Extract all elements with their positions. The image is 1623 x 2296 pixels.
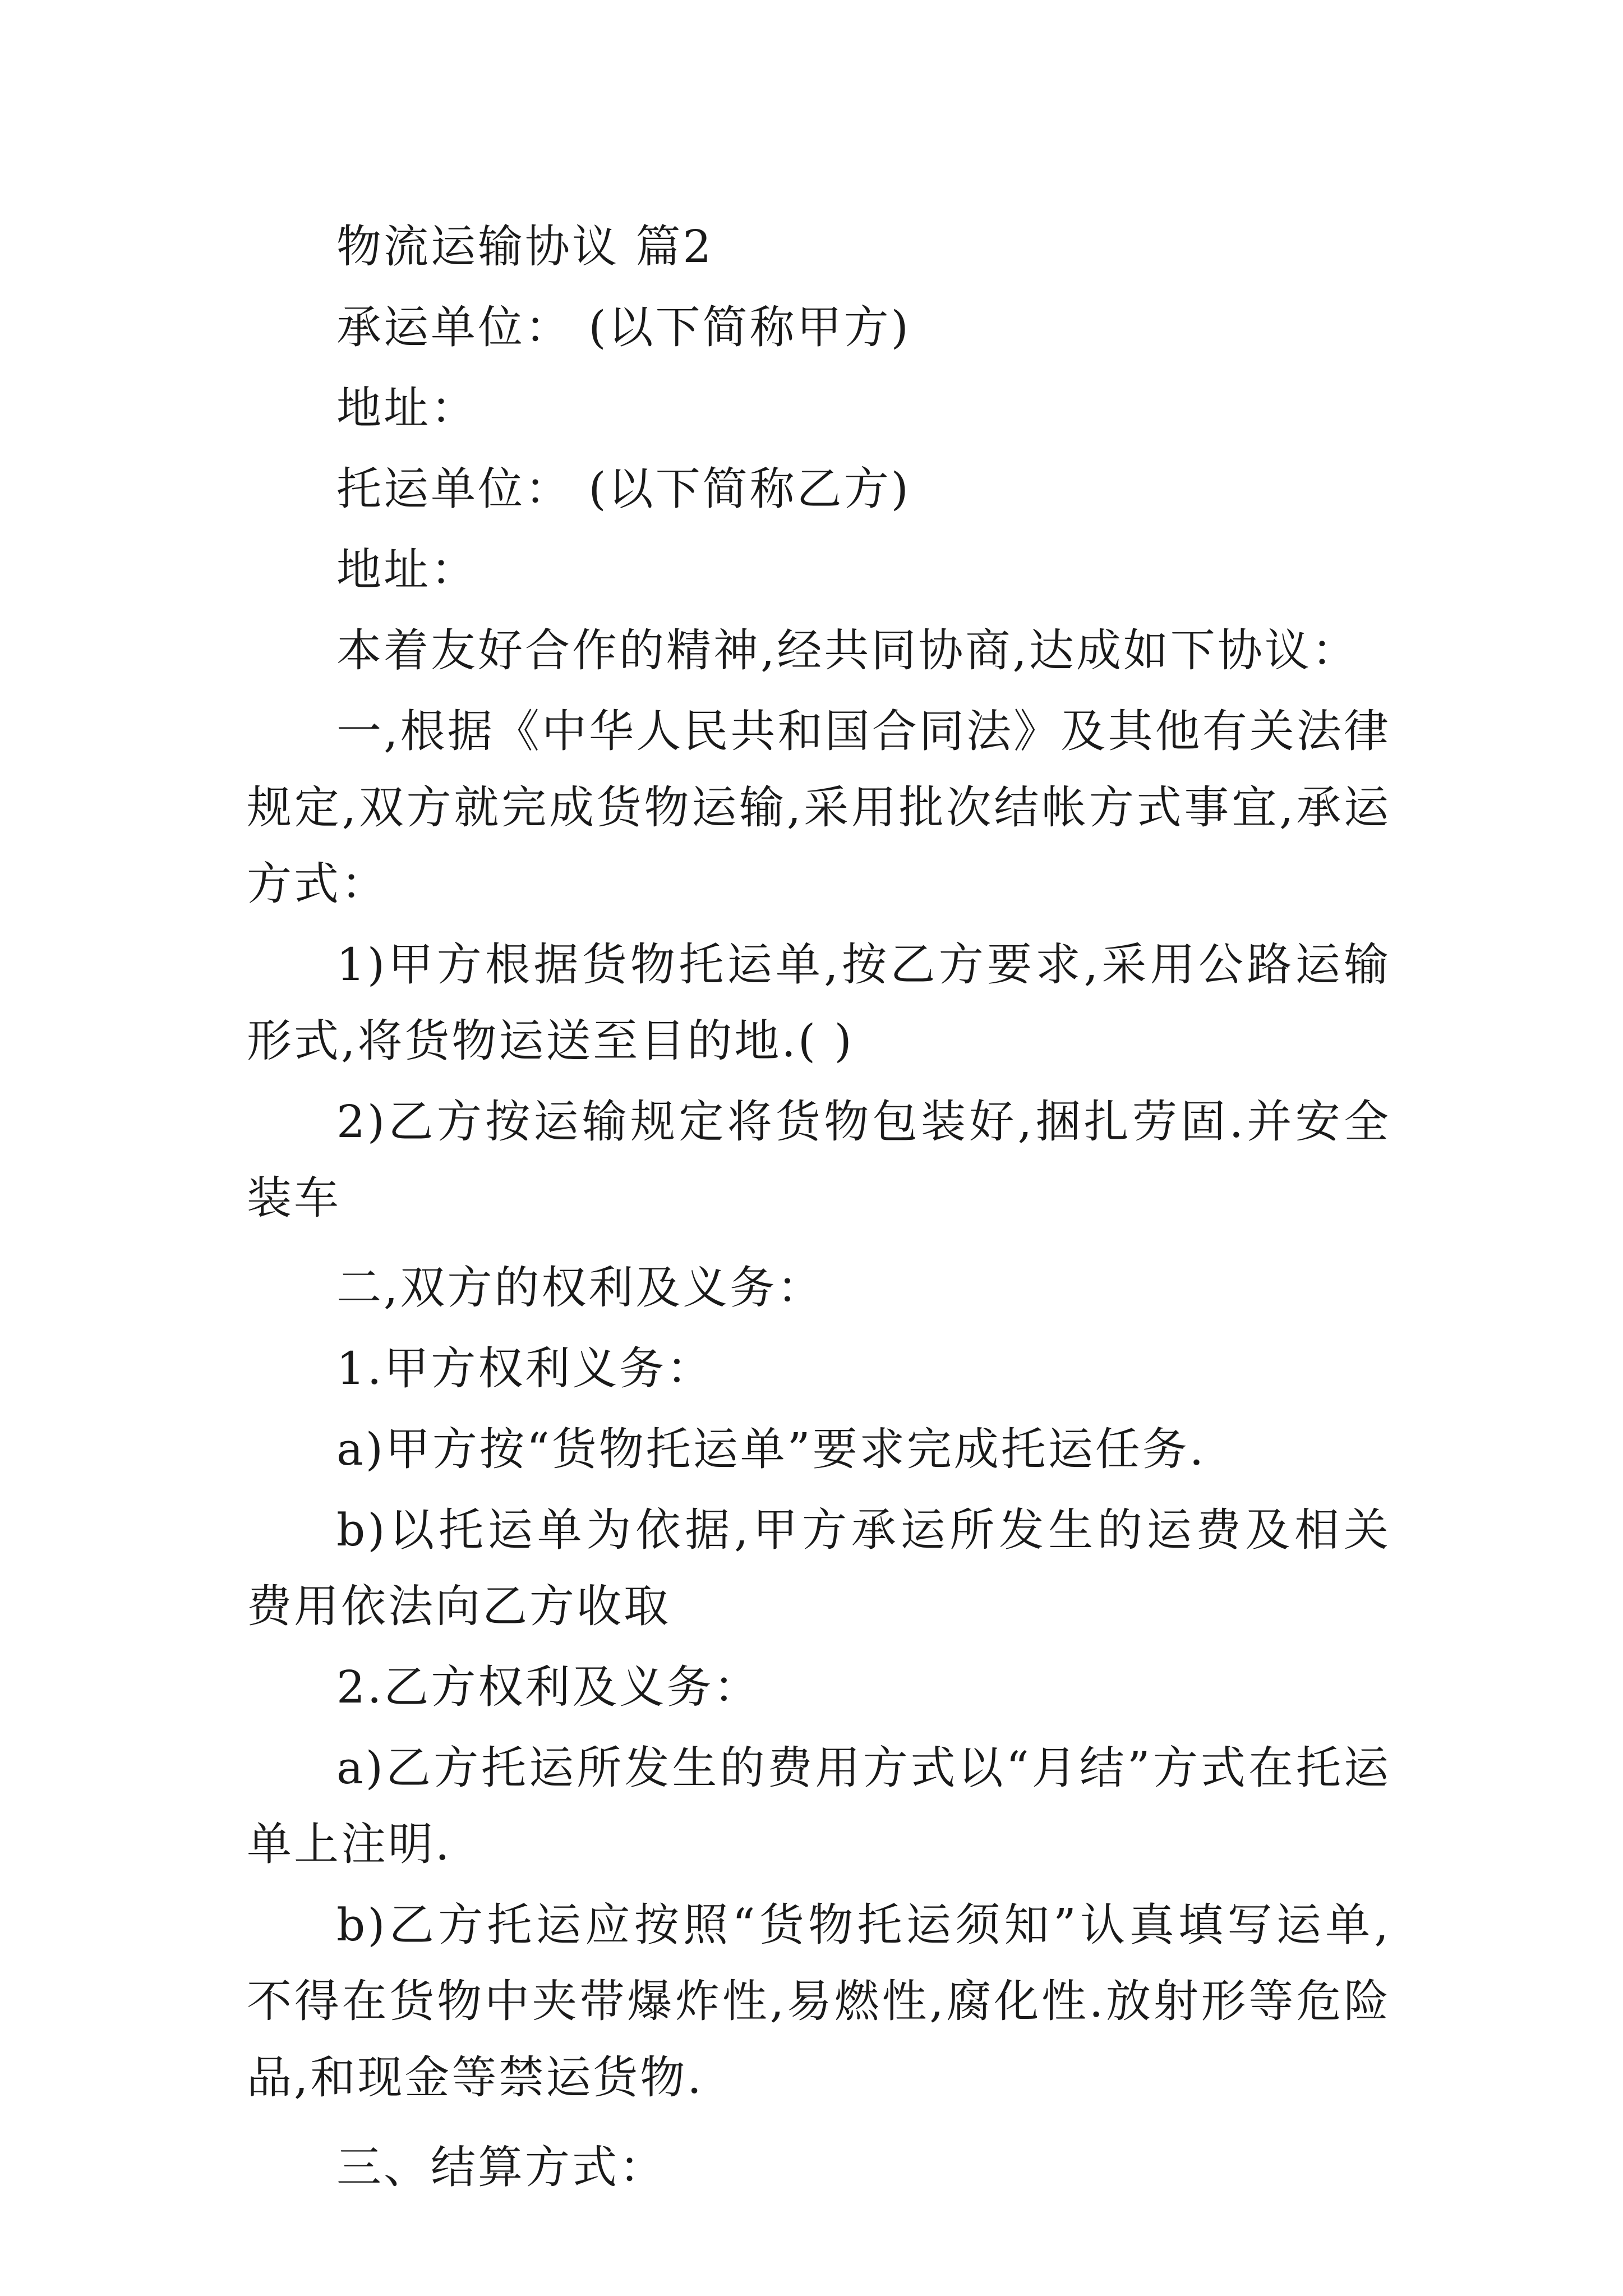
- shipper-address-line: 地址：: [336, 544, 478, 596]
- preamble-paragraph: 本着友好合作的精神,经共同协商,达成如下协议：: [336, 624, 1359, 677]
- sub-2-1-heading: 1.甲方权利义务：: [336, 1342, 714, 1395]
- document-body: [247, 209, 1391, 2206]
- item-2-2-b-paragraph: b)乙方托运应按照“货物托运须知”认真填写运单,不得在货物中夹带爆炸性,易燃性,腐化性.放射形等危险品,和现金等禁运货物.: [247, 1899, 1391, 2104]
- item-2-2-a-paragraph: a)乙方托运所发生的费用方式以“月结”方式在托运单上注明.: [247, 1742, 1391, 1870]
- document-title: 物流运输协议 篇2: [336, 220, 714, 273]
- item-1-2-paragraph: 2)乙方按运输规定将货物包装好,捆扎劳固.并安全装车: [247, 1096, 1391, 1224]
- section-2-heading: 二,双方的权利及义务：: [336, 1262, 824, 1314]
- item-2-1-b-paragraph: b)以托运单为依据,甲方承运所发生的运费及相关费用依法向乙方收取: [247, 1504, 1391, 1632]
- section-3-heading: 三、结算方式：: [336, 2141, 666, 2193]
- carrier-line: 承运单位： (以下简称甲方): [336, 301, 911, 353]
- item-2-1-a-paragraph: a)甲方按“货物托运单”要求完成托运任务.: [336, 1423, 1206, 1475]
- section-1-paragraph: 一,根据《中华人民共和国合同法》及其他有关法律规定,双方就完成货物运输,采用批次结帐方式事宜,承运方式：: [247, 705, 1391, 910]
- sub-2-2-heading: 2.乙方权利及义务：: [336, 1661, 761, 1713]
- carrier-address-line: 地址：: [336, 382, 478, 434]
- item-1-1-paragraph: 1)甲方根据货物托运单,按乙方要求,采用公路运输形式,将货物运送至目的地.( ): [247, 938, 1391, 1067]
- shipper-line: 托运单位： (以下简称乙方): [336, 463, 911, 515]
